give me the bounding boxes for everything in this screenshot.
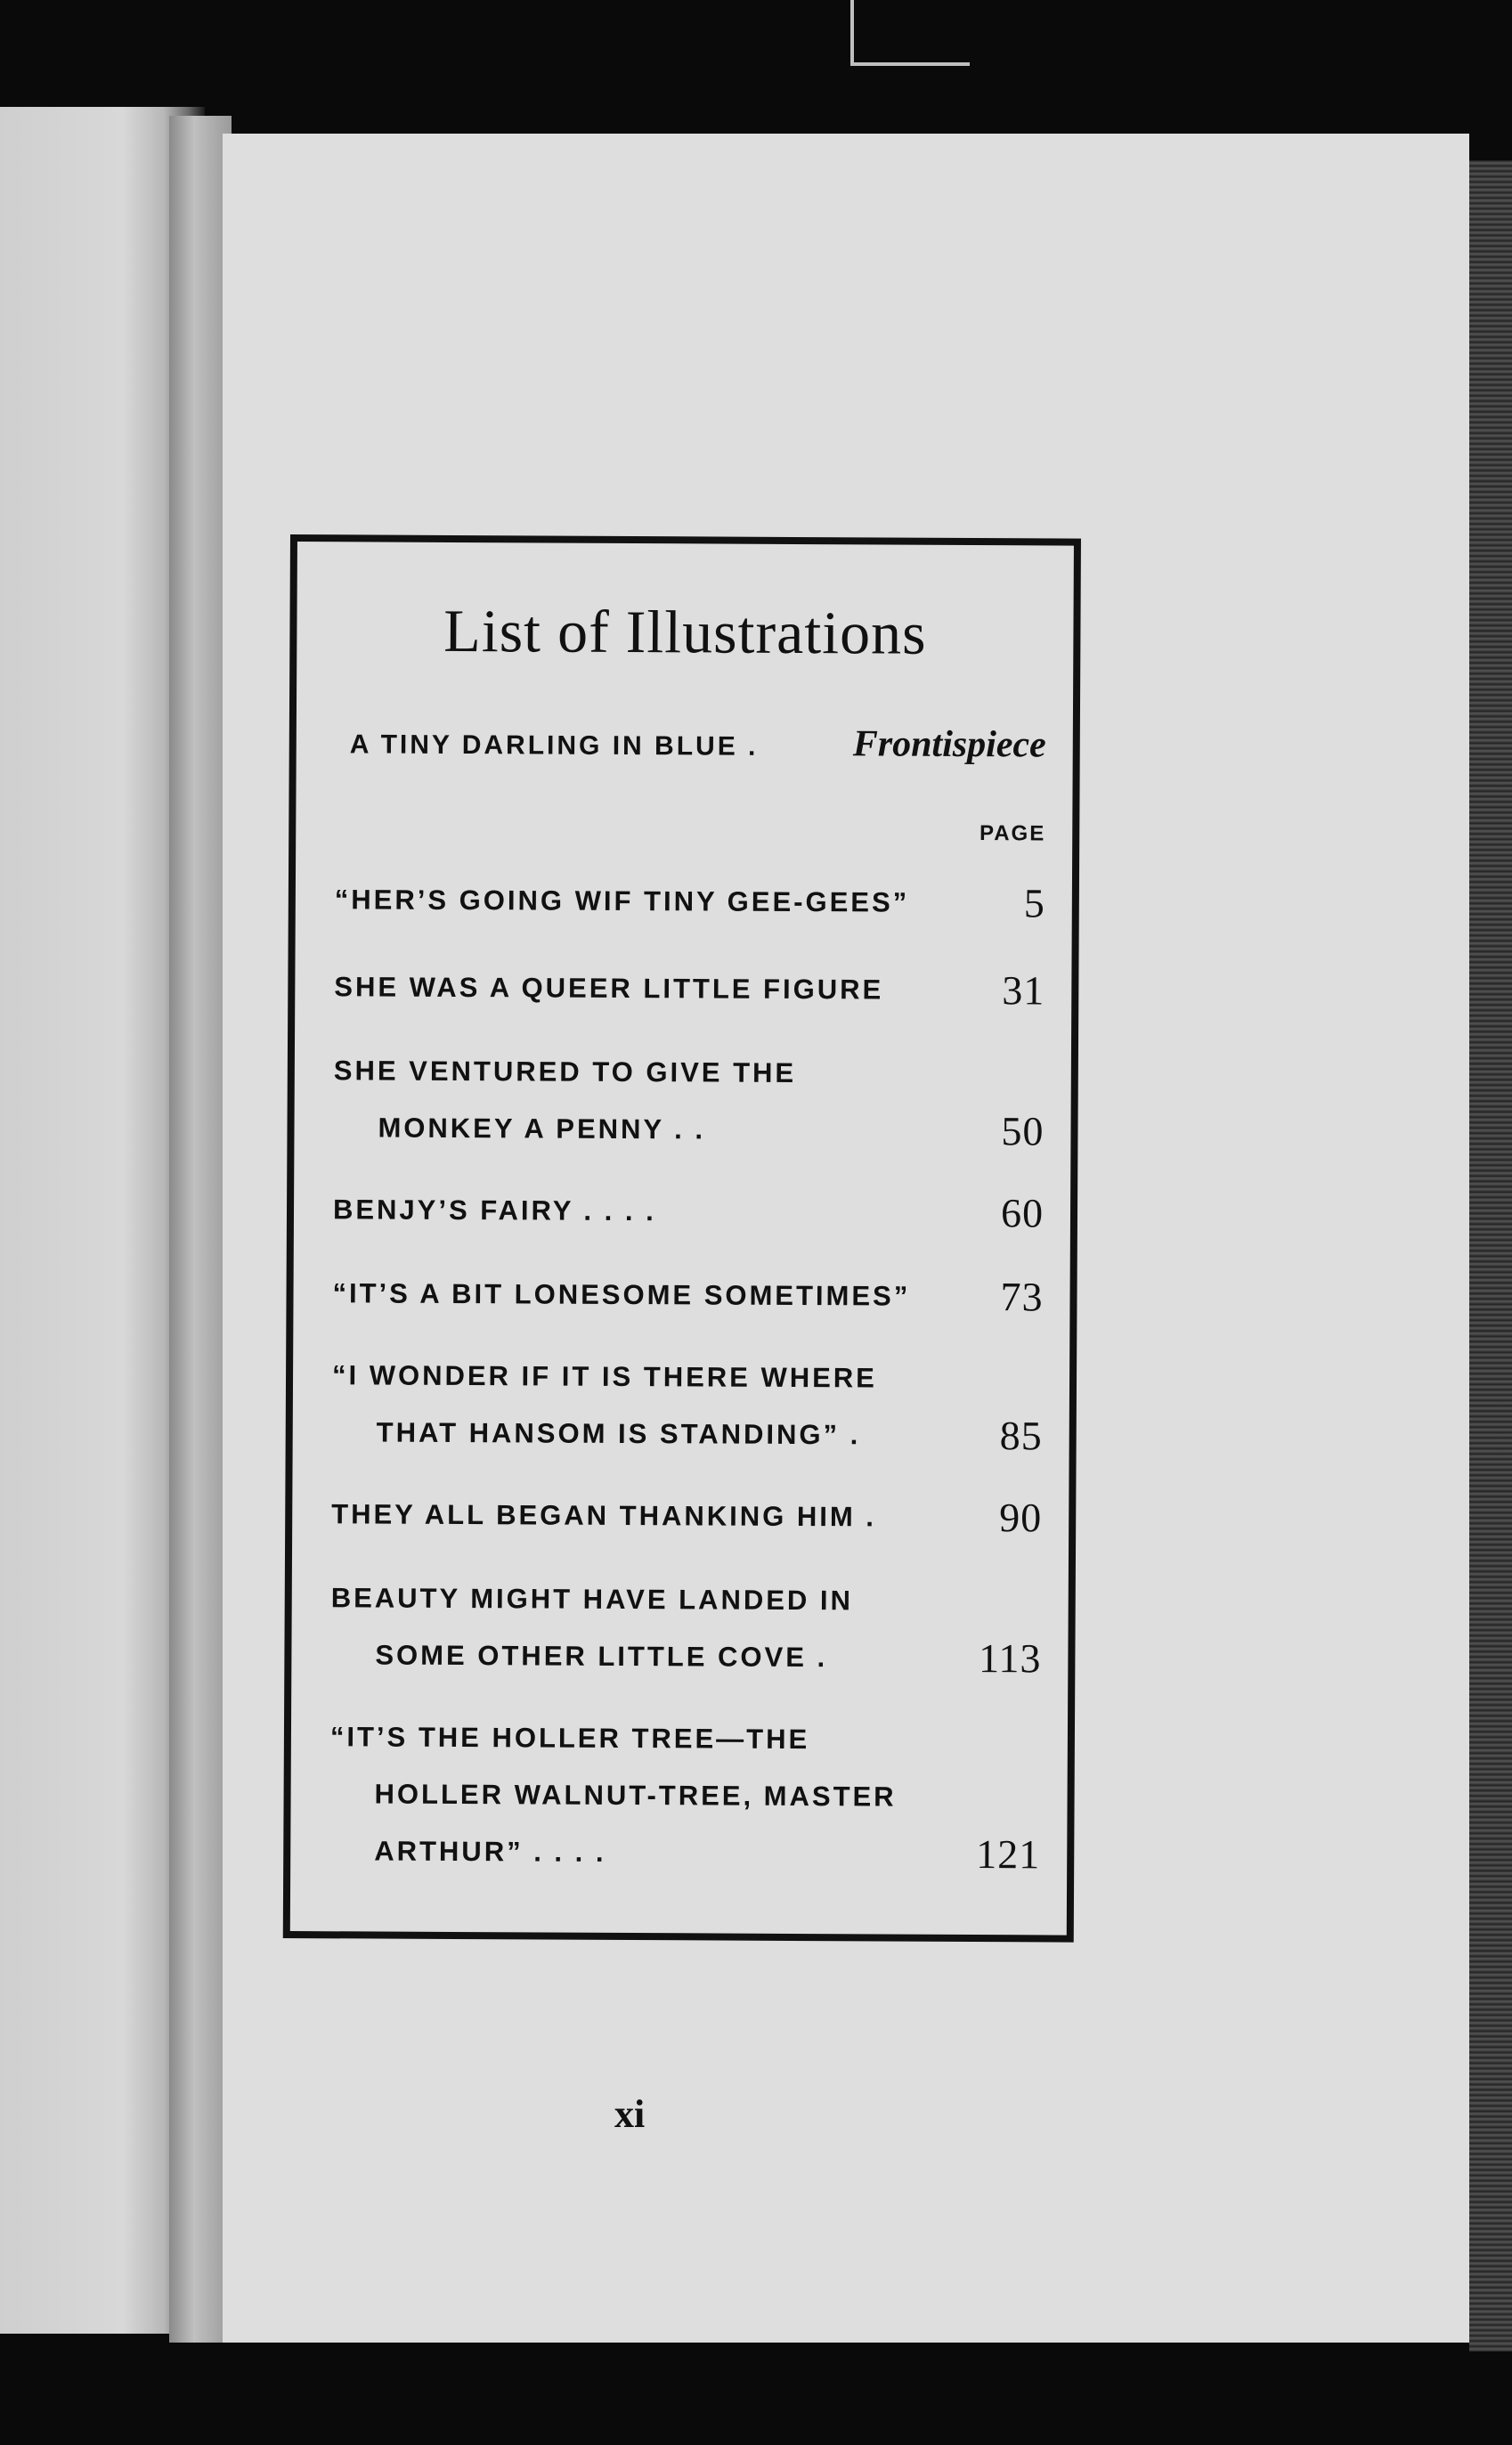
illustrations-list (329, 835, 1045, 1883)
entry-page-number: 5 (1023, 880, 1045, 926)
entry-page-number: 113 (978, 1635, 1042, 1682)
illustrations-frame (283, 534, 1081, 1943)
page-stack-edge (1469, 160, 1512, 2351)
list-item (333, 1042, 1045, 1160)
entry-line: “I WONDER IF IT IS THERE WHERE (331, 1359, 877, 1394)
entry-line: “IT’S THE HOLLER TREE—THE (329, 1721, 810, 1756)
list-item (335, 871, 1045, 932)
entry-page-number: 31 (1002, 967, 1045, 1014)
entry-line: “IT’S A BIT LONESOME SOMETIMES” (332, 1277, 911, 1312)
list-item (329, 1708, 1041, 1883)
list-item (332, 1265, 1043, 1325)
entry-line: THAT HANSOM IS STANDING” . (376, 1416, 861, 1451)
entry-line: SOME OTHER LITTLE COVE . (375, 1639, 828, 1674)
entry-page-number: 50 (1001, 1108, 1045, 1154)
frontispiece-title: A TINY DARLING IN BLUE . (349, 729, 759, 762)
entry-page-number: 60 (1000, 1190, 1045, 1236)
list-item (331, 1486, 1042, 1546)
entry-page-number: 90 (999, 1495, 1043, 1541)
entry-line: HOLLER WALNUT-TREE, MASTER (374, 1778, 897, 1813)
entry-line: THEY ALL BEGAN THANKING HIM . (331, 1498, 877, 1533)
list-item (333, 1181, 1044, 1242)
entry-line: SHE WAS A QUEER LITTLE FIGURE (334, 971, 884, 1006)
scan-corner-mark (850, 0, 970, 66)
list-item (330, 1569, 1042, 1687)
list-item (334, 958, 1045, 1019)
entry-line: “HER’S GOING WIF TINY GEE-GEES” (334, 884, 910, 918)
entry-page-number: 73 (1000, 1274, 1044, 1320)
page-title: List of Illustrations (443, 596, 927, 667)
list-item (332, 1347, 1044, 1464)
entry-page-number: 85 (999, 1413, 1043, 1459)
entry-page-number: 121 (976, 1831, 1041, 1878)
frontispiece-entry (350, 720, 1046, 766)
entry-line: BEAUTY MIGHT HAVE LANDED IN (330, 1582, 854, 1617)
frontispiece-label: Frontispiece (852, 723, 1046, 766)
entry-line: ARTHUR” . . . . (374, 1835, 606, 1868)
page-column-heading: PAGE (979, 821, 1046, 846)
entry-line: MONKEY A PENNY . . (378, 1112, 706, 1145)
entry-line: SHE VENTURED TO GIVE THE (333, 1055, 797, 1088)
page-folio: xi (614, 2092, 646, 2136)
entry-line: BENJY’S FAIRY . . . . (332, 1194, 656, 1227)
